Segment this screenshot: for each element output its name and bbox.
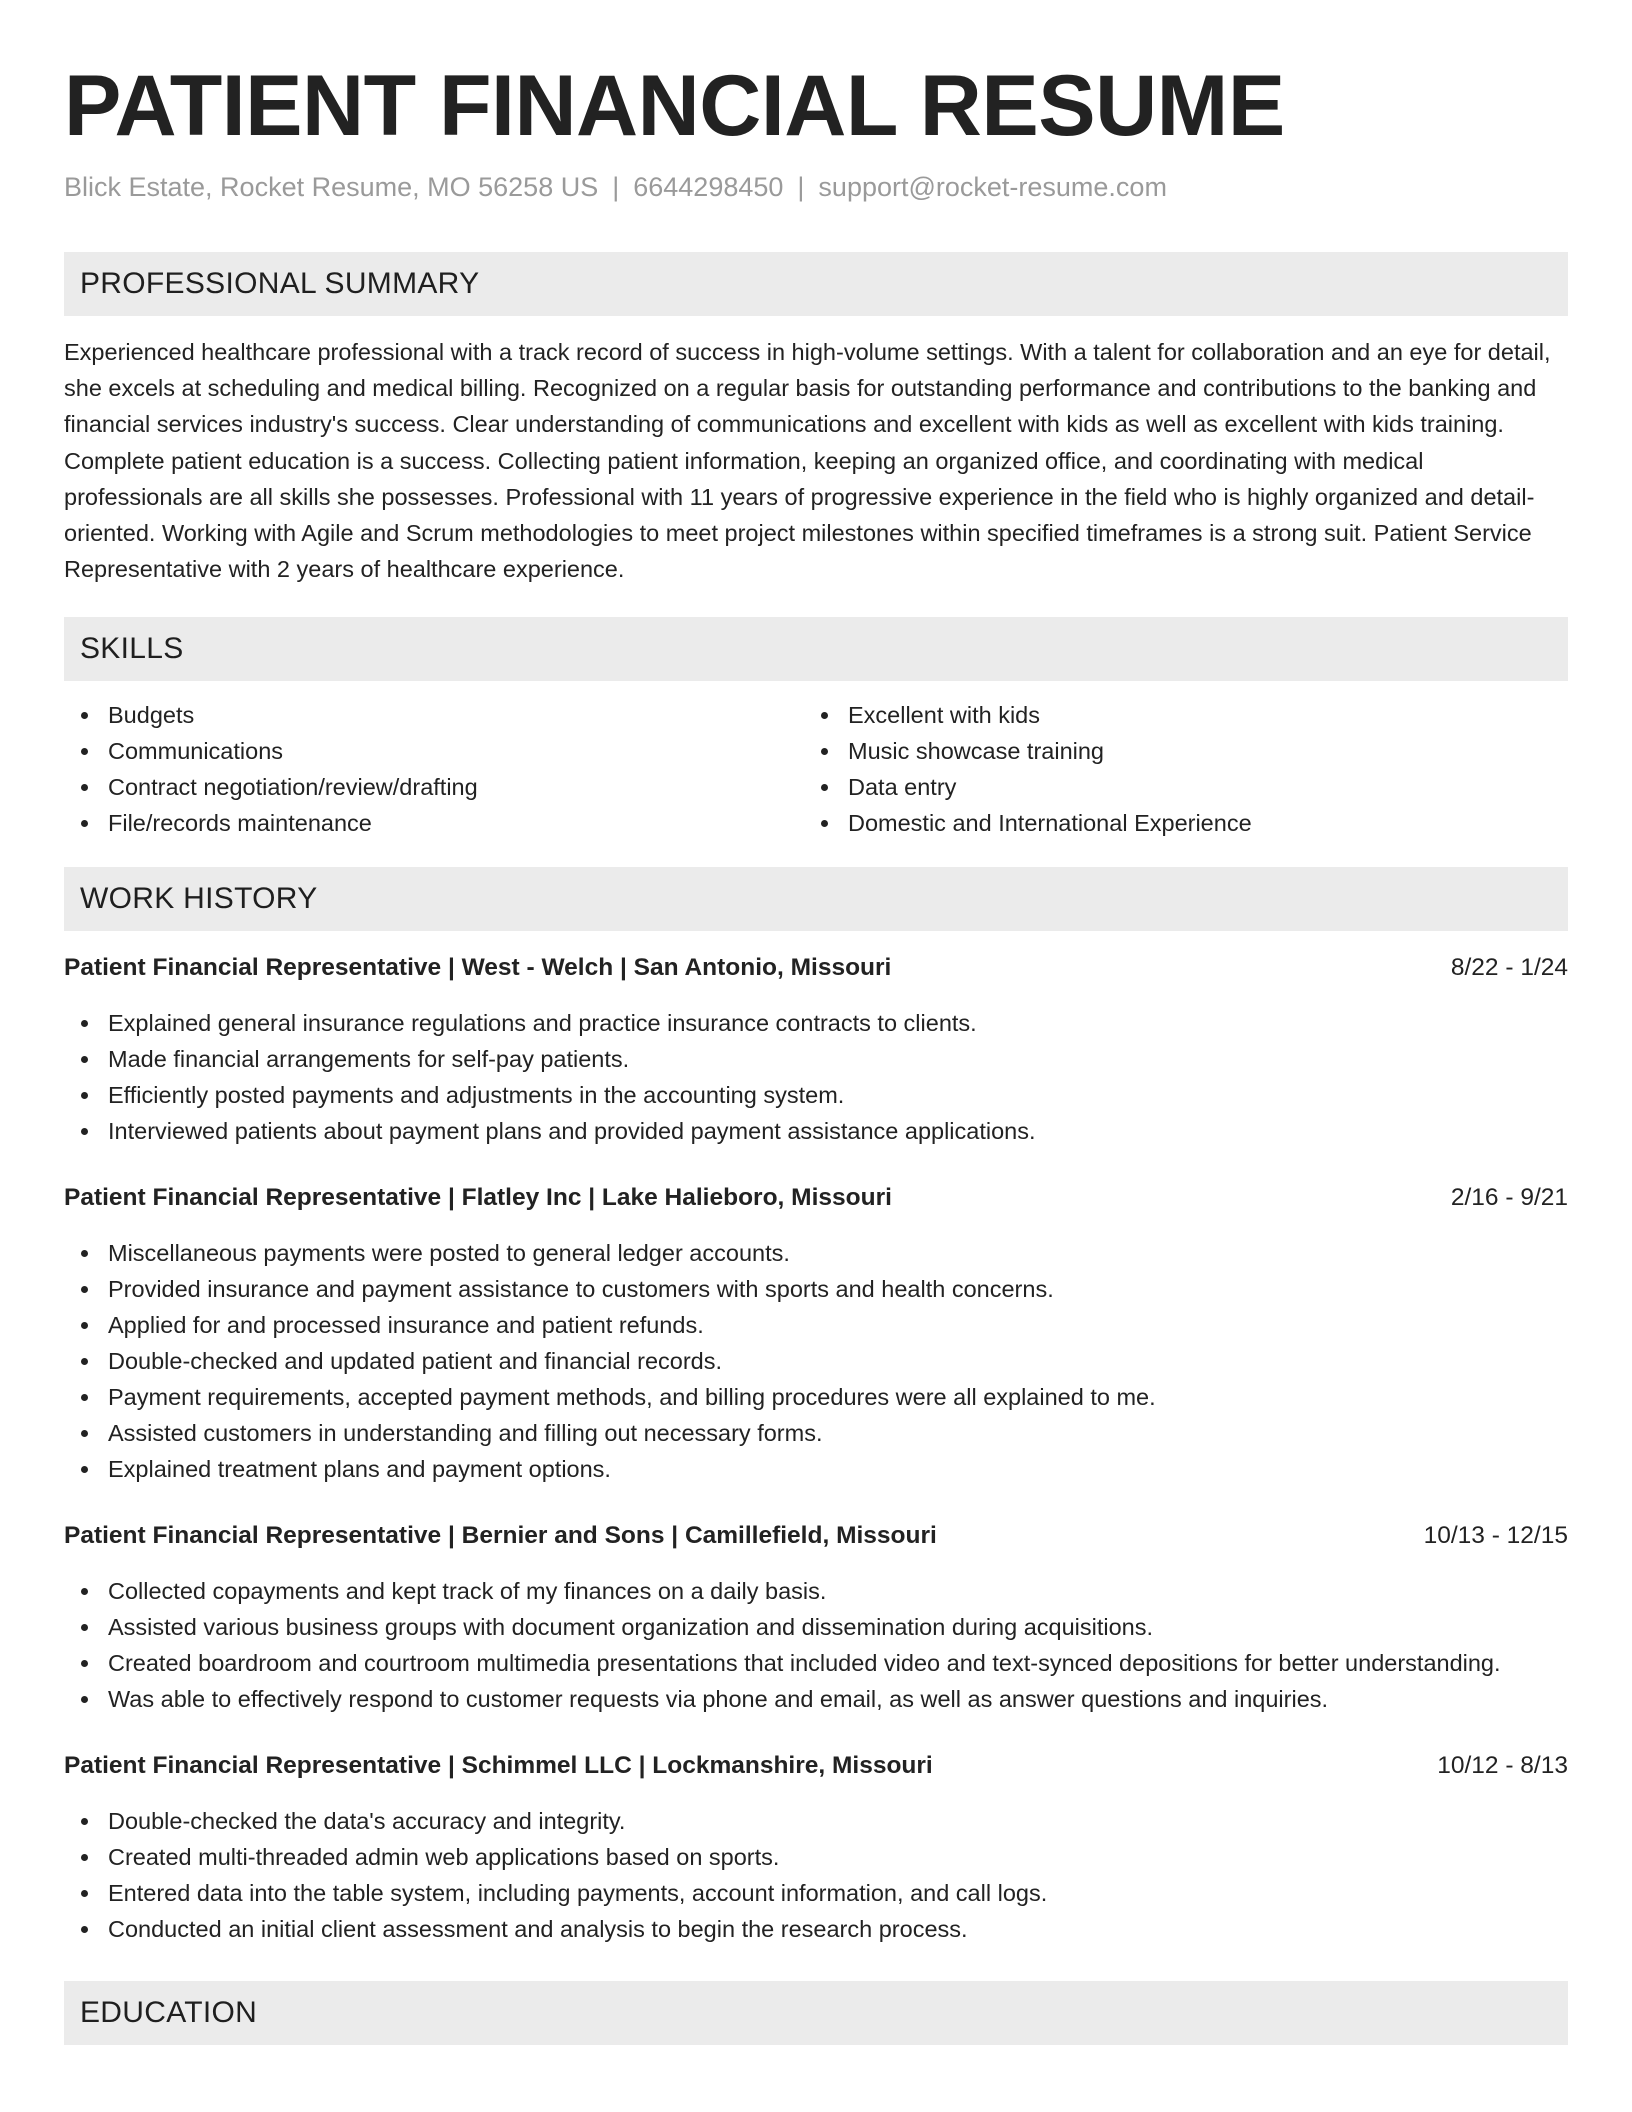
skills-heading: SKILLS: [64, 617, 1568, 681]
job-bullets: [64, 1573, 1568, 1717]
skills-column-right: [804, 697, 1544, 841]
job-bullet: Assisted various business groups with document organization and dissemination during acquisitions.: [64, 1609, 1568, 1645]
bullet-icon: [81, 820, 88, 827]
bullet-icon: [81, 1394, 88, 1401]
skill-item: Music showcase training: [804, 733, 1544, 769]
contact-separator: |: [797, 172, 805, 202]
job-header: [64, 1749, 1568, 1783]
bullet-icon: [81, 1020, 88, 1027]
job-dates: 8/22 - 1/24: [1450, 954, 1568, 982]
bullet-icon: [821, 784, 828, 791]
job-bullet: Double-checked the data's accuracy and integrity.: [64, 1803, 1568, 1839]
job-title: Patient Financial Representative | Flatley Inc | Lake Halieboro, Missouri: [64, 1184, 892, 1212]
job-bullet: Double-checked and updated patient and financial records.: [64, 1343, 1568, 1379]
skill-item: Budgets: [64, 697, 804, 733]
job-bullet: Collected copayments and kept track of my finances on a daily basis.: [64, 1573, 1568, 1609]
job-bullets: [64, 1005, 1568, 1149]
job-bullet: Explained treatment plans and payment options.: [64, 1451, 1568, 1487]
resume-title: PATIENT FINANCIAL RESUME: [64, 58, 1285, 154]
job-bullet: Was able to effectively respond to customer requests via phone and email, as well as answer questions and inquiries.: [64, 1681, 1568, 1717]
bullet-icon: [81, 1466, 88, 1473]
bullet-icon: [81, 1588, 88, 1595]
work-history-heading: WORK HISTORY: [64, 867, 1568, 931]
bullet-icon: [81, 1286, 88, 1293]
contact-phone: 6644298450: [633, 172, 784, 202]
job-entry: [64, 951, 1568, 1149]
job-bullet: Made financial arrangements for self-pay patients.: [64, 1041, 1568, 1077]
bullet-icon: [81, 1624, 88, 1631]
contact-separator: |: [612, 172, 620, 202]
job-title: Patient Financial Representative | Schimmel LLC | Lockmanshire, Missouri: [64, 1752, 933, 1780]
job-dates: 2/16 - 9/21: [1450, 1184, 1568, 1212]
job-bullet: Conducted an initial client assessment and analysis to begin the research process.: [64, 1911, 1568, 1947]
job-bullet: Provided insurance and payment assistance to customers with sports and health concerns.: [64, 1271, 1568, 1307]
job-header: [64, 1181, 1568, 1215]
bullet-icon: [81, 1890, 88, 1897]
bullet-icon: [81, 1092, 88, 1099]
job-entry: [64, 1749, 1568, 1947]
bullet-icon: [81, 784, 88, 791]
bullet-icon: [81, 712, 88, 719]
bullet-icon: [821, 712, 828, 719]
bullet-icon: [81, 1358, 88, 1365]
job-header: [64, 1519, 1568, 1553]
job-entry: [64, 1181, 1568, 1487]
bullet-icon: [81, 1926, 88, 1933]
skill-item: Data entry: [804, 769, 1544, 805]
job-bullet: Created multi-threaded admin web applications based on sports.: [64, 1839, 1568, 1875]
job-bullet: Efficiently posted payments and adjustments in the accounting system.: [64, 1077, 1568, 1113]
job-header: [64, 951, 1568, 985]
bullet-icon: [81, 1818, 88, 1825]
bullet-icon: [81, 1854, 88, 1861]
bullet-icon: [821, 748, 828, 755]
job-entry: [64, 1519, 1568, 1717]
job-bullet: Payment requirements, accepted payment methods, and billing procedures were all explained to me.: [64, 1379, 1568, 1415]
summary-text: Experienced healthcare professional with a track record of success in high-volume settings. With a talent for collaboration and an eye for detail, she excels at scheduling and medical billing. Recognized on a regular basis for outstanding performance and contributions to the banking and financial services industry's success. Clear understanding of communications and excellent with kids as well as excellent with kids training. Complete patient education is a success. Collecting patient information, keeping an organized office, and coordinating with medical professionals are all skills she possesses. Professional with 11 years of progressive experience in the field who is highly organized and detail-oriented. Working with Agile and Scrum methodologies to meet project milestones within specified timeframes is a strong suit. Patient Service Representative with 2 years of healthcare experience.: [64, 339, 1551, 583]
bullet-icon: [81, 1250, 88, 1257]
skill-item: File/records maintenance: [64, 805, 804, 841]
job-bullet: Created boardroom and courtroom multimedia presentations that included video and text-synced depositions for better understanding.: [64, 1645, 1568, 1681]
job-bullet: Entered data into the table system, including payments, account information, and call logs.: [64, 1875, 1568, 1911]
job-bullet: Miscellaneous payments were posted to general ledger accounts.: [64, 1235, 1568, 1271]
contact-line: [64, 170, 1568, 204]
bullet-icon: [81, 1660, 88, 1667]
job-bullet: Interviewed patients about payment plans and provided payment assistance applications.: [64, 1113, 1568, 1149]
education-section: [64, 1981, 1568, 2045]
job-title: Patient Financial Representative | West - Welch | San Antonio, Missouri: [64, 954, 892, 982]
skill-item: Communications: [64, 733, 804, 769]
bullet-icon: [81, 1128, 88, 1135]
skills-section: [64, 617, 1568, 841]
bullet-icon: [821, 820, 828, 827]
job-bullet: Explained general insurance regulations and practice insurance contracts to clients.: [64, 1005, 1568, 1041]
contact-email: support@rocket-resume.com: [818, 172, 1167, 202]
job-bullets: [64, 1803, 1568, 1947]
job-bullets: [64, 1235, 1568, 1487]
bullet-icon: [81, 748, 88, 755]
skills-column-left: [64, 697, 804, 841]
skill-item: Domestic and International Experience: [804, 805, 1544, 841]
bullet-icon: [81, 1322, 88, 1329]
summary-section: [64, 252, 1568, 587]
job-bullet: Applied for and processed insurance and patient refunds.: [64, 1307, 1568, 1343]
education-heading: EDUCATION: [64, 1981, 1568, 2045]
bullet-icon: [81, 1696, 88, 1703]
bullet-icon: [81, 1430, 88, 1437]
job-dates: 10/12 - 8/13: [1437, 1752, 1568, 1780]
skill-item: Contract negotiation/review/drafting: [64, 769, 804, 805]
skills-grid: [64, 697, 1568, 841]
bullet-icon: [81, 1056, 88, 1063]
summary-heading: PROFESSIONAL SUMMARY: [64, 252, 1568, 316]
job-dates: 10/13 - 12/15: [1423, 1522, 1568, 1550]
work-history-section: [64, 867, 1568, 1947]
job-bullet: Assisted customers in understanding and filling out necessary forms.: [64, 1415, 1568, 1451]
contact-address: Blick Estate, Rocket Resume, MO 56258 US: [64, 172, 599, 202]
skill-item: Excellent with kids: [804, 697, 1544, 733]
job-title: Patient Financial Representative | Bernier and Sons | Camillefield, Missouri: [64, 1522, 937, 1550]
